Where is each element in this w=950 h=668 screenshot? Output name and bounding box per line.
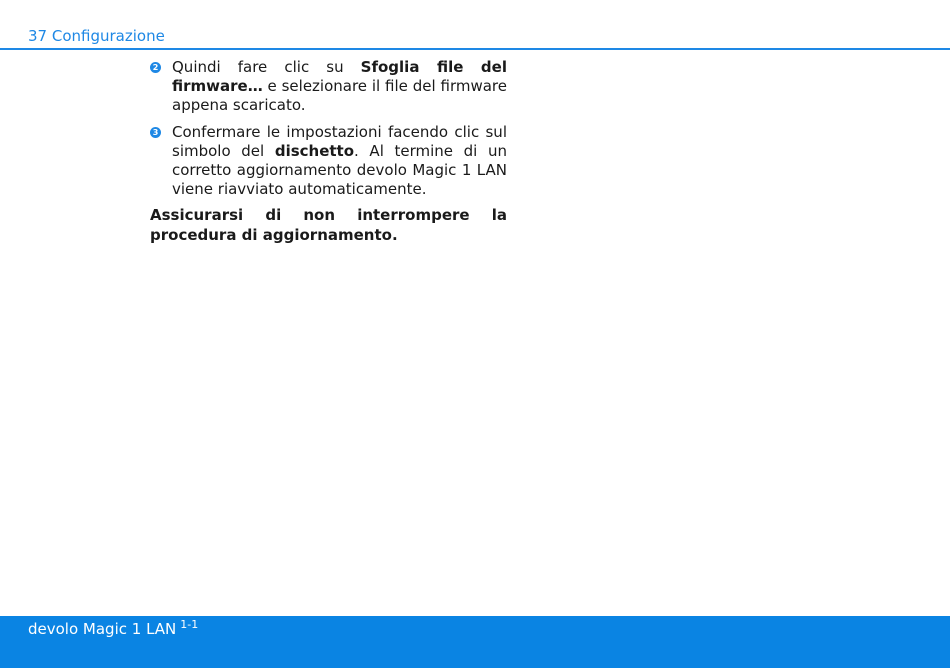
footer-version: 1-1 bbox=[180, 618, 199, 631]
warning-note: Assicurarsi di non interrompere la procedura di aggiornamento. bbox=[150, 206, 507, 244]
step-number-badge: 2 bbox=[150, 62, 161, 73]
page-header bbox=[0, 0, 950, 50]
content-body bbox=[150, 58, 507, 260]
step-text: . Al termine di un corretto aggiornamento devolo Magic 1 LAN viene riavviato automaticamente. bbox=[172, 141, 507, 199]
page-footer bbox=[0, 616, 950, 668]
step-2 bbox=[150, 58, 507, 116]
step-number-badge: 3 bbox=[150, 127, 161, 138]
footer-product-line bbox=[28, 620, 198, 640]
step-text: Confermare le impostazioni facendo clic sul simbolo del bbox=[172, 122, 507, 160]
page-title: 37 Configurazione bbox=[28, 27, 165, 45]
step-text: Quindi fare clic su bbox=[172, 58, 361, 76]
step-text: e selezionare il file del firmware appena scaricato. bbox=[172, 77, 507, 115]
step-bold-text: dischetto bbox=[274, 141, 355, 160]
step-bold-text: Sfoglia file del firmware… bbox=[172, 58, 507, 96]
footer-product-name: devolo Magic 1 LAN bbox=[28, 620, 177, 638]
step-3 bbox=[150, 123, 507, 200]
